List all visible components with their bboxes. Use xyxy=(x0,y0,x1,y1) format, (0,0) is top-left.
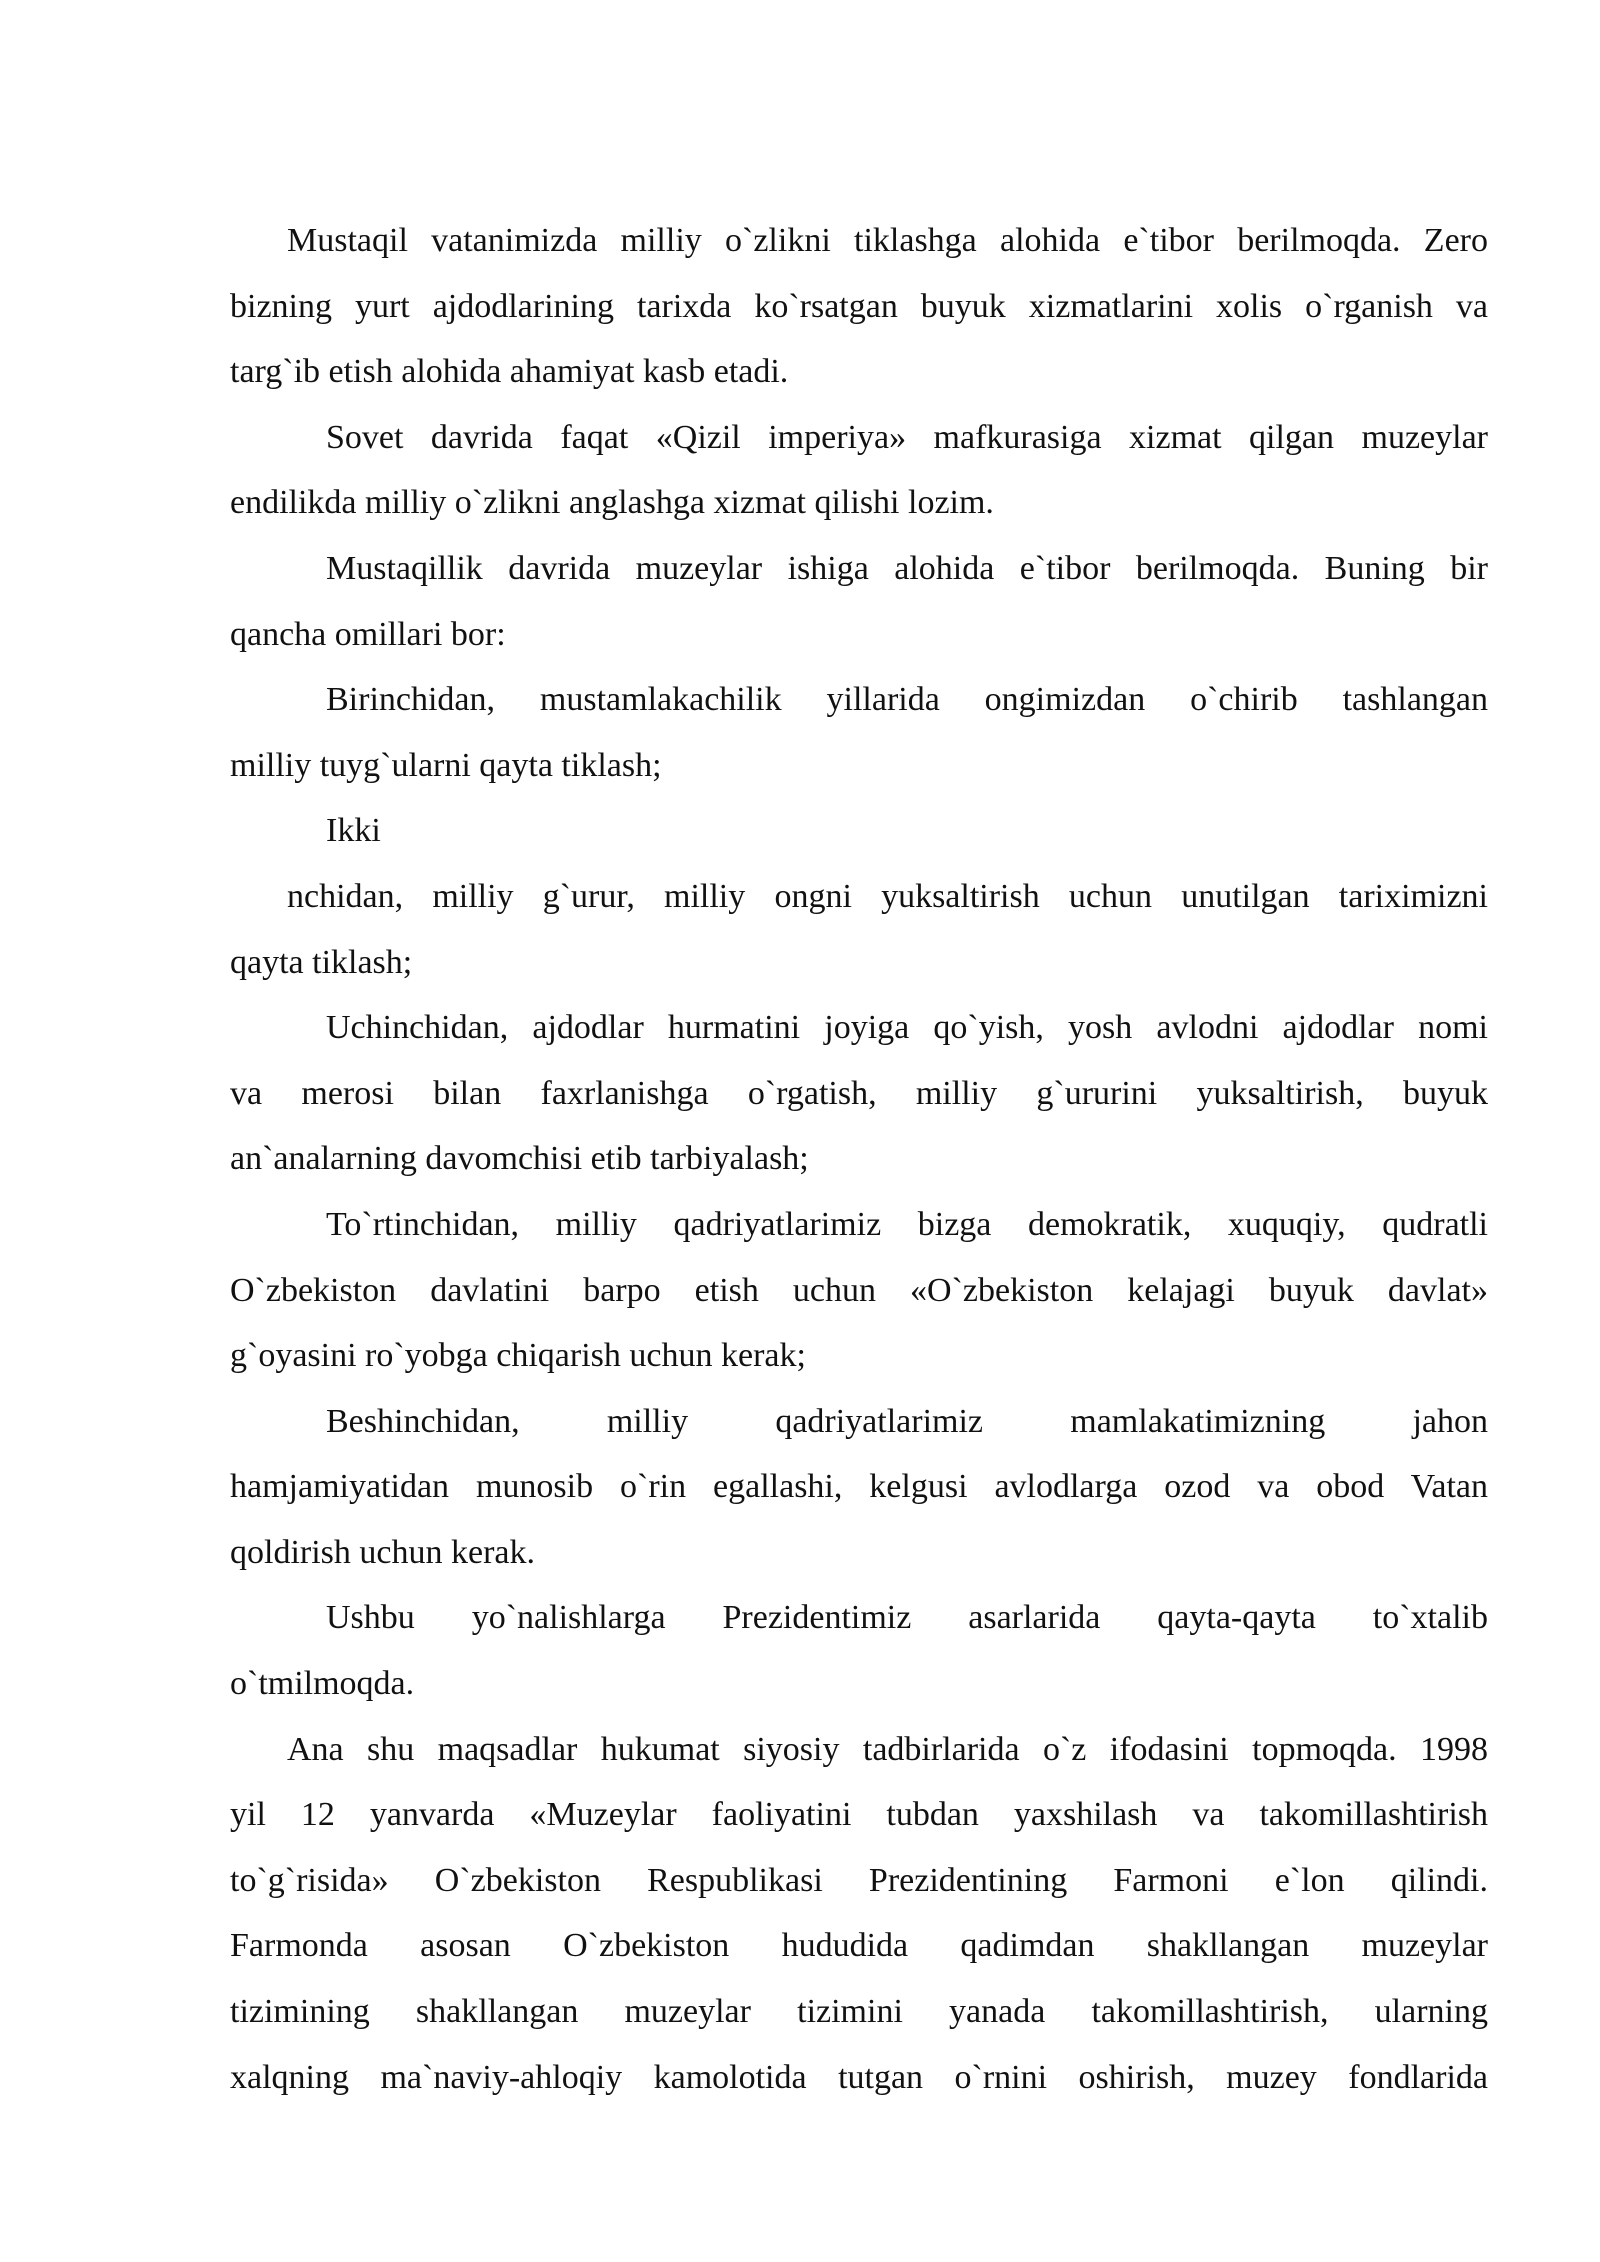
text-line: Birinchidan, mustamlakachilik yillarida ongimizdan o`chirib tashlangan xyxy=(326,681,1488,719)
text-line: Mustaqil vatanimizda milliy o`zlikni tiklashga alohida e`tibor berilmoqda. Zero xyxy=(287,222,1488,259)
text-line: g`oyasini ro`yobga chiqarish uchun kerak; xyxy=(230,1337,806,1375)
text-line: Farmonda asosan O`zbekiston hududida qadimdan shakllangan muzeylar xyxy=(230,1927,1488,1965)
text-line: Ushbu yo`nalishlarga Prezidentimiz asarlarida qayta-qayta to`xtalib xyxy=(326,1599,1488,1637)
text-line: to`g`risida» O`zbekiston Respublikasi Prezidentining Farmoni e`lon qilindi. xyxy=(230,1861,1488,1899)
text-line: Sovet davrida faqat «Qizil imperiya» mafkurasiga xizmat qilgan muzeylar xyxy=(326,418,1488,456)
text-line: hamjamiyatidan munosib o`rin egallashi, kelgusi avlodlarga ozod va obod Vatan xyxy=(230,1468,1488,1506)
text-line: o`tmilmoqda. xyxy=(230,1665,415,1703)
text-line: qayta tiklash; xyxy=(230,943,413,981)
text-line: Beshinchidan, milliy qadriyatlarimiz mamlakatimizning jahon xyxy=(326,1402,1488,1440)
text-line: nchidan, milliy g`urur, milliy ongni yuksaltirish uchun unutilgan tariximizni xyxy=(287,877,1488,915)
text-line: qoldirish uchun kerak. xyxy=(230,1533,535,1571)
text-line: targ`ib etish alohida ahamiyat kasb etadi. xyxy=(230,353,789,391)
text-line: qancha omillari bor: xyxy=(230,615,506,653)
text-line: yil 12 yanvarda «Muzeylar faoliyatini tubdan yaxshilash va takomillashtirish xyxy=(230,1796,1488,1834)
document-page xyxy=(230,208,1488,2110)
text-line: Ikki xyxy=(326,812,381,850)
text-line: Uchinchidan, ajdodlar hurmatini joyiga qo`yish, yosh avlodni ajdodlar nomi xyxy=(326,1009,1488,1047)
text-line: O`zbekiston davlatini barpo etish uchun «O`zbekiston kelajagi buyuk davlat» xyxy=(230,1271,1488,1309)
text-line: Mustaqillik davrida muzeylar ishiga alohida e`tibor berilmoqda. Buning bir xyxy=(326,549,1488,587)
text-line: Ana shu maqsadlar hukumat siyosiy tadbirlarida o`z ifodasini topmoqda. 1998 xyxy=(287,1730,1488,1768)
text-line: va merosi bilan faxrlanishga o`rgatish, milliy g`ururini yuksaltirish, buyuk xyxy=(230,1074,1488,1112)
text-line: To`rtinchidan, milliy qadriyatlarimiz bizga demokratik, xuquqiy, qudratli xyxy=(326,1205,1488,1243)
text-line: bizning yurt ajdodlarining tarixda ko`rsatgan buyuk xizmatlarini xolis o`rganish va xyxy=(230,287,1488,325)
text-line: xalqning ma`naviy-ahloqiy kamolotida tutgan o`rnini oshirish, muzey fondlarida xyxy=(230,2058,1488,2096)
text-line: endilikda milliy o`zlikni anglashga xizmat qilishi lozim. xyxy=(230,484,994,522)
text-line: an`analarning davomchisi etib tarbiyalash; xyxy=(230,1140,809,1178)
text-line: milliy tuyg`ularni qayta tiklash; xyxy=(230,746,662,784)
text-line: tizimining shakllangan muzeylar tizimini yanada takomillashtirish, ularning xyxy=(230,1993,1488,2031)
